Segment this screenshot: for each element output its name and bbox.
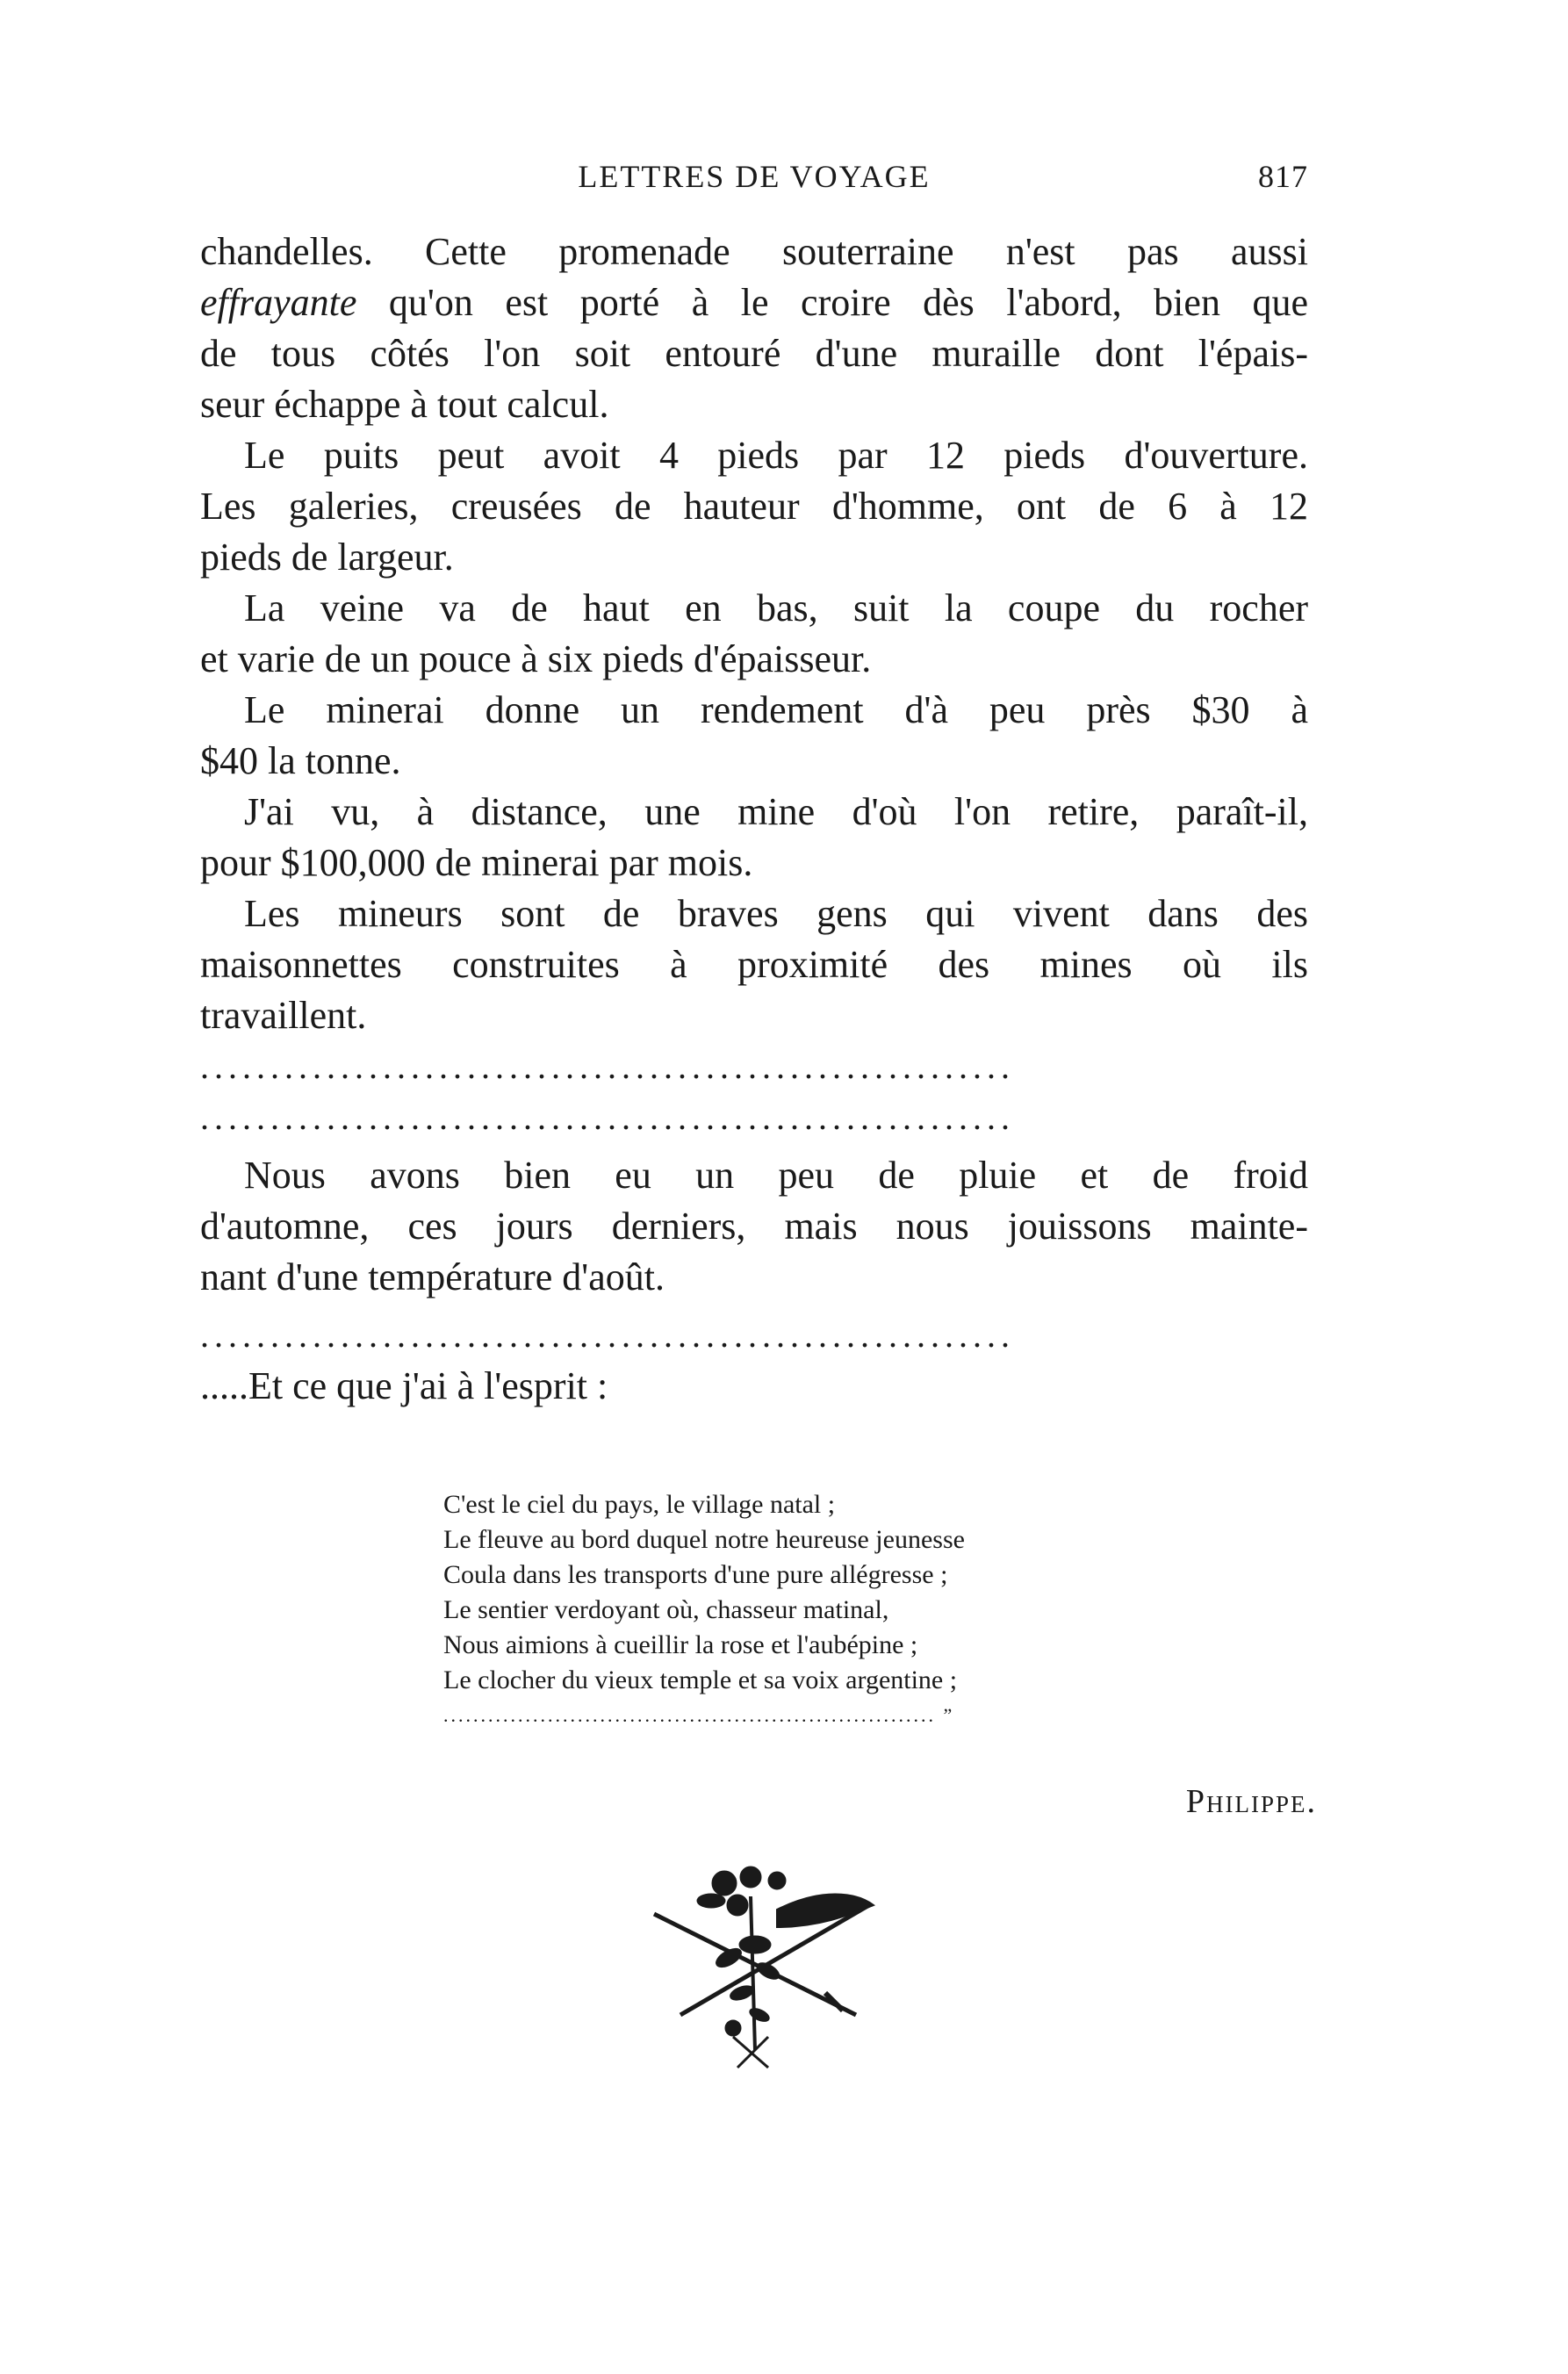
- paragraph-2-line-2: Les galeries, creusées de hauteur d'homme, ont de 6 à 12: [200, 485, 1308, 528]
- paragraph-3-line-2: et varie de un pouce à six pieds d'épaisseur.: [200, 637, 872, 680]
- paragraph-2-line-1: Le puits peut avoit 4 pieds par 12 pieds d'ouverture.: [244, 434, 1308, 477]
- poem-closing-ellipsis: .................................................................. ”: [443, 1704, 955, 1726]
- paragraph-1-line-1: chandelles. Cette promenade souterraine n'est pas aussi: [200, 230, 1308, 273]
- poem-line: Le sentier verdoyant où, chasseur matinal,: [443, 1595, 889, 1624]
- paragraph-2-line-3: pieds de largeur.: [200, 536, 454, 579]
- paragraph-5-line-1: J'ai vu, à distance, une mine d'où l'on retire, paraît-il,: [244, 790, 1308, 833]
- paragraph-6-line-1: Les mineurs sont de braves gens qui vivent dans des: [244, 892, 1308, 935]
- poem-line: Coula dans les transports d'une pure allégresse ;: [443, 1560, 948, 1589]
- paragraph-4-line-2: $40 la tonne.: [200, 739, 401, 782]
- paragraph-7-line-3: nant d'une température d'août.: [200, 1255, 665, 1299]
- poem-line: Le fleuve au bord duquel notre heureuse jeunesse: [443, 1525, 965, 1554]
- paragraph-3-line-1: La veine va de haut en bas, suit la coupe du rocher: [244, 586, 1308, 629]
- ellipsis-row-3: ..........................................................: [200, 1315, 1015, 1355]
- paragraph-1-line-3: de tous côtés l'on soit entouré d'une muraille dont l'épais-: [200, 332, 1308, 375]
- paragraph-6-line-3: travaillent.: [200, 994, 367, 1037]
- running-head: [200, 158, 1308, 202]
- paragraph-8: .....Et ce que j'ai à l'esprit :: [200, 1364, 608, 1407]
- emphasis-word: effrayante: [200, 281, 357, 324]
- paragraph-1-line-4: seur échappe à tout calcul.: [200, 383, 609, 426]
- paragraph-1-line-2: [200, 277, 1308, 328]
- author-signature: Philippe.: [1185, 1783, 1317, 1820]
- ellipsis-row-1: ..........................................................: [200, 1047, 1015, 1086]
- poem-line: C'est le ciel du pays, le village natal ;: [443, 1490, 836, 1519]
- poem-quotation: [443, 1487, 1172, 1733]
- paragraph-7-line-2: d'automne, ces jours derniers, mais nous jouissons mainte-: [200, 1205, 1308, 1248]
- poem-line: Le clocher du vieux temple et sa voix argentine ;: [443, 1665, 958, 1694]
- body-text: [200, 227, 1308, 1412]
- paragraph-4-line-1: Le minerai donne un rendement d'à peu près $30 à: [244, 688, 1308, 731]
- poem-line: Nous aimions à cueillir la rose et l'aubépine ;: [443, 1630, 918, 1659]
- paragraph-1-line-2-rest: qu'on est porté à le croire dès l'abord, bien que: [356, 281, 1308, 324]
- running-title: LETTRES DE VOYAGE: [578, 159, 931, 194]
- quill-and-flowers-ornament-icon: [645, 1861, 882, 2072]
- paragraph-5-line-2: pour $100,000 de minerai par mois.: [200, 841, 753, 884]
- paragraph-7-line-1: Nous avons bien eu un peu de pluie et de froid: [244, 1154, 1308, 1197]
- ellipsis-row-2: ..........................................................: [200, 1097, 1015, 1137]
- page-number: 817: [1258, 159, 1308, 194]
- paragraph-6-line-2: maisonnettes construites à proximité des mines où ils: [200, 943, 1308, 986]
